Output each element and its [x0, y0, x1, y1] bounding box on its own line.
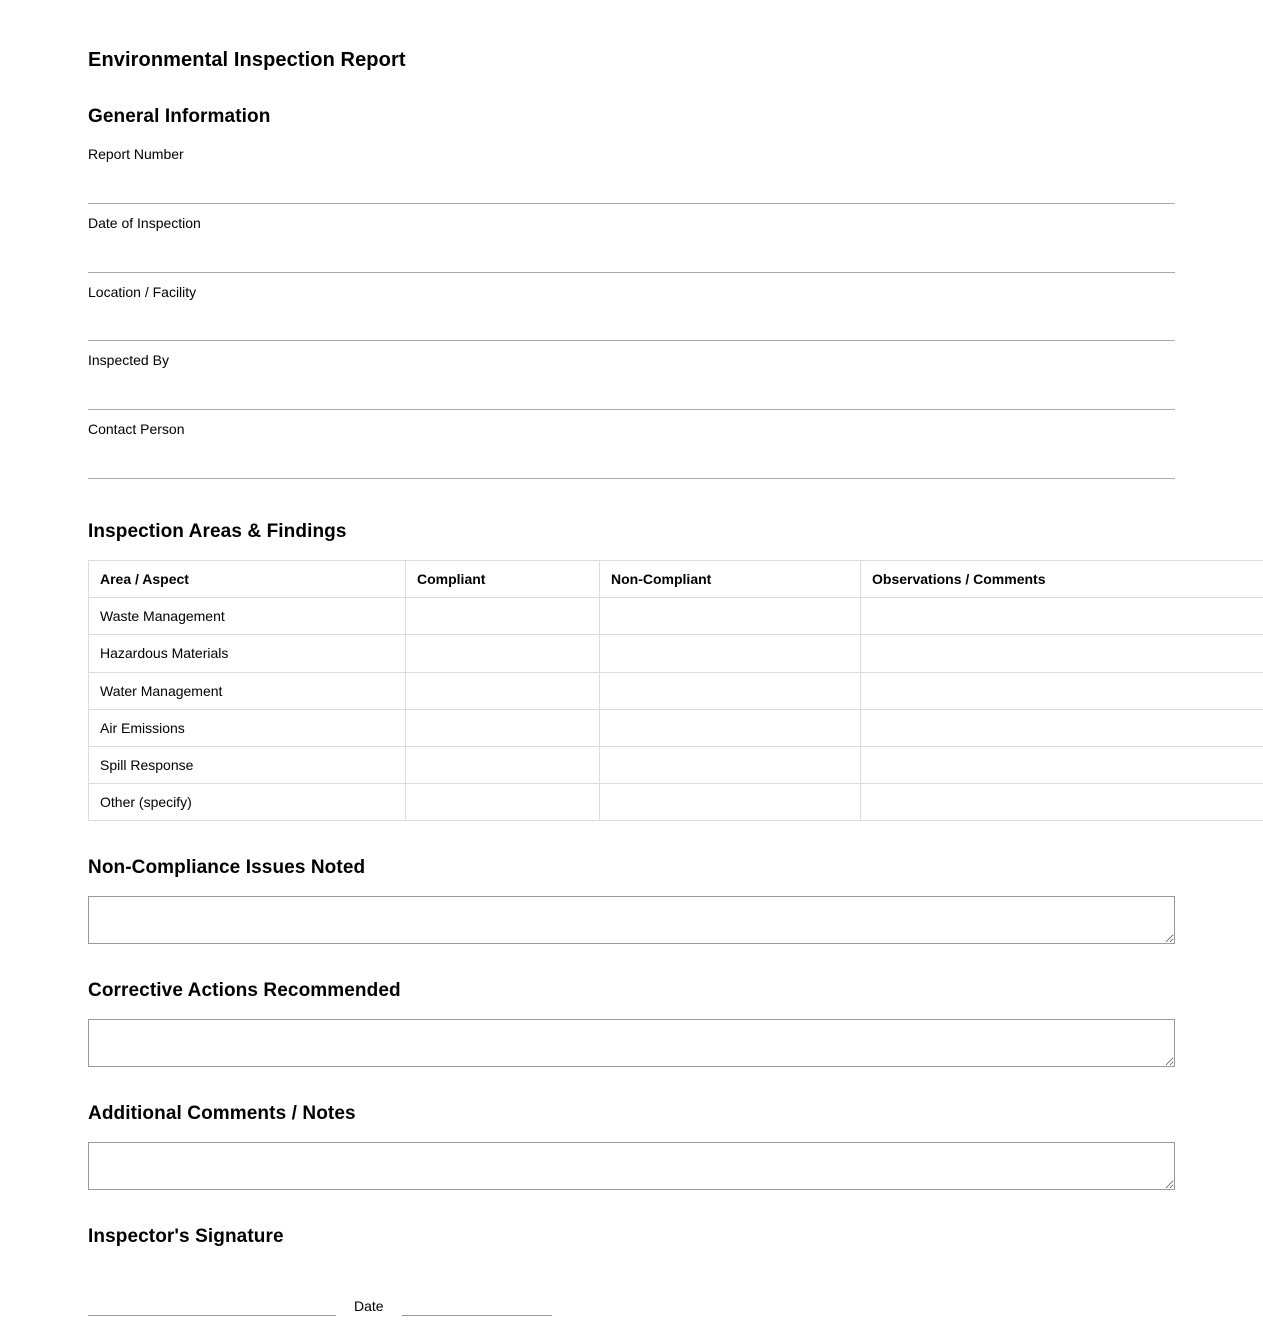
- row-observations-cell[interactable]: [861, 746, 1263, 783]
- field-location-facility: [88, 283, 1175, 342]
- contact-person-input[interactable]: [88, 441, 1175, 479]
- field-contact-person: [88, 420, 1175, 479]
- row-observations-cell[interactable]: [861, 672, 1263, 709]
- signature-date-input[interactable]: [402, 1293, 552, 1316]
- location-facility-input[interactable]: [88, 303, 1175, 341]
- row-observations-cell[interactable]: [861, 709, 1263, 746]
- row-compliant-cell[interactable]: [406, 635, 600, 672]
- row-non-compliant-cell[interactable]: [600, 709, 861, 746]
- contact-person-label: Contact Person: [88, 421, 185, 438]
- row-compliant-cell[interactable]: [406, 784, 600, 821]
- row-compliant-cell[interactable]: [406, 672, 600, 709]
- additional-comments-section: [88, 1103, 1175, 1190]
- additional-comments-textarea[interactable]: [88, 1142, 1175, 1190]
- table-row: [89, 746, 1263, 783]
- date-of-inspection-label: Date of Inspection: [88, 214, 201, 231]
- field-inspected-by: [88, 351, 1175, 410]
- date-of-inspection-input[interactable]: [88, 235, 1175, 273]
- table-row: [89, 784, 1263, 821]
- signature-date-label: Date: [354, 1297, 384, 1314]
- row-area-label: Water Management: [89, 672, 406, 709]
- row-observations-cell[interactable]: [861, 635, 1263, 672]
- signature-section: [88, 1226, 1175, 1316]
- row-area-label: Waste Management: [89, 598, 406, 635]
- column-header-non-compliant: Non-Compliant: [600, 561, 861, 598]
- row-non-compliant-cell[interactable]: [600, 635, 861, 672]
- location-facility-label: Location / Facility: [88, 283, 197, 300]
- report-number-label: Report Number: [88, 145, 184, 162]
- non-compliance-textarea[interactable]: [88, 896, 1175, 944]
- findings-table: [88, 560, 1263, 821]
- row-non-compliant-cell[interactable]: [600, 598, 861, 635]
- row-non-compliant-cell[interactable]: [600, 746, 861, 783]
- row-area-label: Other (specify): [89, 784, 406, 821]
- table-row: [89, 709, 1263, 746]
- corrective-actions-heading: Corrective Actions Recommended: [88, 980, 401, 1002]
- report-number-input[interactable]: [88, 166, 1175, 204]
- row-compliant-cell[interactable]: [406, 598, 600, 635]
- inspected-by-input[interactable]: [88, 372, 1175, 410]
- table-row: [89, 598, 1263, 635]
- page-title: Environmental Inspection Report: [88, 49, 406, 71]
- findings-table-head: [89, 561, 1263, 598]
- corrective-actions-section: [88, 980, 1175, 1067]
- field-date-of-inspection: [88, 214, 1175, 273]
- column-header-compliant: Compliant: [406, 561, 600, 598]
- signature-heading: Inspector's Signature: [88, 1225, 284, 1247]
- non-compliance-heading: Non-Compliance Issues Noted: [88, 857, 366, 879]
- table-header-row: [89, 561, 1263, 598]
- signature-row: [88, 1293, 1175, 1316]
- general-information-heading: General Information: [88, 106, 271, 127]
- row-compliant-cell[interactable]: [406, 709, 600, 746]
- row-area-label: Air Emissions: [89, 709, 406, 746]
- row-area-label: Hazardous Materials: [89, 635, 406, 672]
- inspected-by-label: Inspected By: [88, 352, 169, 369]
- column-header-observations: Observations / Comments: [861, 561, 1263, 598]
- column-header-area: Area / Aspect: [89, 561, 406, 598]
- corrective-actions-textarea[interactable]: [88, 1019, 1175, 1067]
- signature-input[interactable]: [88, 1293, 336, 1316]
- row-observations-cell[interactable]: [861, 784, 1263, 821]
- non-compliance-section: [88, 857, 1175, 944]
- row-non-compliant-cell[interactable]: [600, 672, 861, 709]
- row-compliant-cell[interactable]: [406, 746, 600, 783]
- row-area-label: Spill Response: [89, 746, 406, 783]
- general-information-section: [88, 106, 1175, 479]
- row-non-compliant-cell[interactable]: [600, 784, 861, 821]
- table-row: [89, 635, 1263, 672]
- field-report-number: [88, 145, 1175, 204]
- findings-heading: Inspection Areas & Findings: [88, 521, 347, 543]
- additional-comments-heading: Additional Comments / Notes: [88, 1102, 356, 1124]
- findings-section: [88, 521, 1175, 821]
- findings-table-body: [89, 598, 1263, 821]
- row-observations-cell[interactable]: [861, 598, 1263, 635]
- table-row: [89, 672, 1263, 709]
